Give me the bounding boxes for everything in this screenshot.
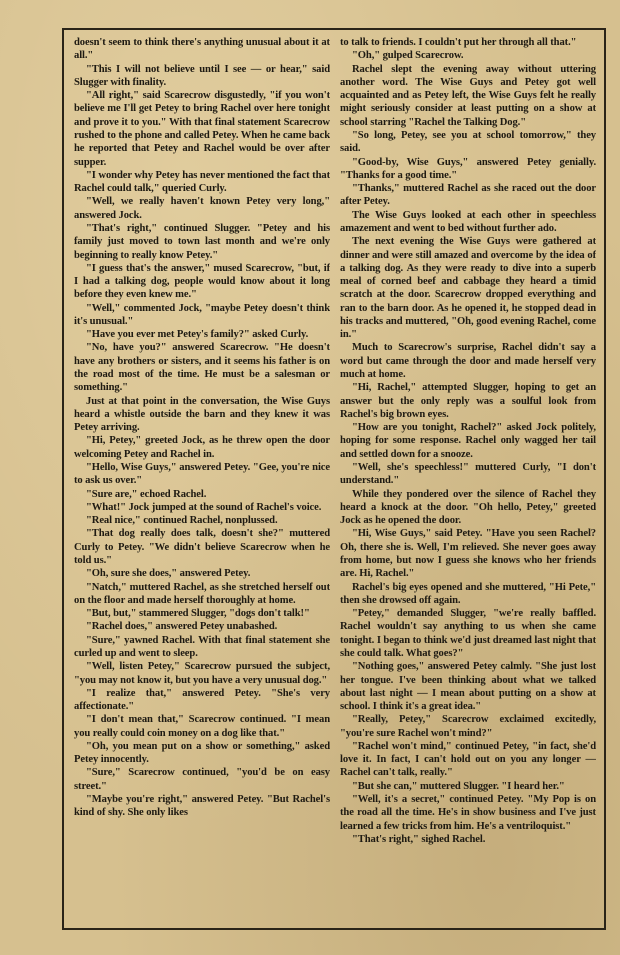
story-paragraph: Rachel's big eyes opened and she muttered, "Hi Pete," then she drowsed off again. bbox=[340, 581, 596, 606]
story-paragraph: "Well, she's speechless!" muttered Curly, "I don't understand." bbox=[340, 462, 596, 487]
story-paragraph: "Oh," gulped Scarecrow. bbox=[352, 50, 464, 62]
story-paragraph: "That's right," sighed Rachel. bbox=[352, 833, 486, 845]
story-paragraph: "This I will not believe until I see — or hear," said Slugger with finality. bbox=[74, 63, 330, 88]
story-paragraph: "Have you ever met Petey's family?" asked Curly. bbox=[86, 329, 309, 341]
story-paragraph: "So long, Petey, see you at school tomorrow," they said. bbox=[340, 129, 596, 155]
story-frame bbox=[62, 28, 606, 930]
story-paragraph: "Rachel won't mind," continued Petey, "in fact, she'd love it. In fact, I can't hold out on you any longer — Rachel can't talk, really." bbox=[340, 740, 596, 779]
story-paragraph: "Really, Petey," Scarecrow exclaimed excitedly, "you're sure Rachel won't mind?" bbox=[340, 714, 596, 739]
story-paragraph: Just at that point in the conversation, the Wise Guys heard a whistle outside the barn and they knew it was Petey arriving. bbox=[74, 395, 330, 434]
story-paragraph: to talk to friends. I couldn't put her through all that." bbox=[340, 37, 577, 48]
story-paragraph: While they pondered over the silence of Rachel they heard a knock at the door. "Oh hello, Petey," greeted Jock as he opened the door. bbox=[340, 488, 596, 527]
story-paragraph: "Hello, Wise Guys," answered Petey. "Gee, you're nice to ask us over." bbox=[74, 462, 330, 487]
story-paragraph: "How are you tonight, Rachel?" asked Jock politely, hoping for some response. Rachel only wagged her tail and settled down for a snooze. bbox=[340, 422, 596, 460]
story-paragraph: doesn't seem to think there's anything unusual about it at all." bbox=[74, 37, 330, 62]
story-paragraph: "That dog really does talk, doesn't she?" muttered Curly to Petey. "We didn't believe Scarecrow when he told us." bbox=[74, 528, 330, 566]
story-paragraph: "Thanks," muttered Rachel as she raced out the door after Petey. bbox=[340, 183, 596, 208]
story-paragraph: "But she can," muttered Slugger. "I heard her." bbox=[352, 780, 565, 792]
story-paragraph: "I wonder why Petey has never mentioned the fact that Rachel could talk," queried Curly. bbox=[74, 169, 330, 195]
story-paragraph: "Nothing goes," answered Petey calmly. "She just lost her tongue. I've been thinking about what we talked about last night — I mean about putting on a show at school. I think it's a great idea." bbox=[340, 661, 596, 713]
story-paragraph: "Well," commented Jock, "maybe Petey doesn't think it's unusual." bbox=[74, 302, 330, 327]
story-paragraph: "Good-by, Wise Guys," answered Petey genially. "Thanks for a good time." bbox=[340, 156, 596, 181]
story-paragraph: "Well, it's a secret," continued Petey. "My Pop is on the road all the time. He's in show business and I've just learned a few tricks from him. He's a ventriloquist." bbox=[340, 794, 596, 832]
story-paragraph: "Hi, Wise Guys," said Petey. "Have you seen Rachel? Oh, there she is. Well, I'm relieved. She never goes away from home, but now I guess she knows who her friends are. Hi, Rachel." bbox=[340, 528, 596, 580]
story-paragraph: "Hi, Rachel," attempted Slugger, hoping to get an answer but the only reply was a soulful look from Rachel's big brown eyes. bbox=[340, 382, 596, 420]
story-paragraph: "Oh, you mean put on a show or something," asked Petey innocently. bbox=[74, 740, 330, 766]
story-paragraph: "Natch," muttered Rachel, as she stretched herself out on the floor and made herself thoroughly at home. bbox=[74, 581, 330, 606]
story-paragraph: "Maybe you're right," answered Petey. "But Rachel's kind of shy. She only likes bbox=[74, 794, 330, 819]
story-paragraph: "No, have you?" answered Scarecrow. "He doesn't have any brothers or sisters, and it seems his father is on the road most of the time. He must be a salesman or something." bbox=[74, 342, 330, 394]
story-paragraph: "Sure," yawned Rachel. With that final statement she curled up and went to sleep. bbox=[74, 634, 330, 659]
story-paragraph: "That's right," continued Slugger. "Petey and his family just moved to town last month and we're only beginning to really know Petey." bbox=[74, 222, 330, 261]
story-paragraph: Rachel slept the evening away without uttering another word. The Wise Guys and Petey got well acquainted and as Petey left, the Wise Guys felt he really might seriously consider at least putting on a show at school starring "Rachel the Talking Dog." bbox=[340, 63, 596, 128]
story-paragraph: "Petey," demanded Slugger, "we're really baffled. Rachel wouldn't say anything to us when she came tonight. I began to think we'd just dreamed last night that she could talk. What goes?" bbox=[340, 608, 596, 659]
story-paragraph: "All right," said Scarecrow disgustedly, "if you won't believe me I'll get Petey to bring Rachel over here tonight and prove it to you." With that final statement Scarecrow rushed to the phone and called Petey. When he came back he reported that Petey and Rachel would be over after supper. bbox=[74, 90, 330, 168]
story-paragraph: "But, but," stammered Slugger, "dogs don't talk!" bbox=[86, 608, 310, 620]
story-paragraph: "What!" Jock jumped at the sound of Rachel's voice. bbox=[86, 501, 322, 513]
story-paragraph: The Wise Guys looked at each other in speechless amazement and went to bed without further ado. bbox=[340, 209, 596, 234]
story-paragraph: "Sure are," echoed Rachel. bbox=[86, 488, 207, 500]
story-paragraph: "Well, listen Petey," Scarecrow pursued the subject, "you may not know it, but you have a very unusual dog." bbox=[74, 661, 330, 686]
story-paragraph: "Real nice," continued Rachel, nonplussed. bbox=[86, 515, 278, 527]
story-paragraph: Much to Scarecrow's surprise, Rachel didn't say a word but came through the door and made herself very much at home. bbox=[340, 342, 596, 381]
story-paragraph: "I realize that," answered Petey. "She's very affectionate." bbox=[74, 687, 330, 713]
story-paragraph: "I don't mean that," Scarecrow continued. "I mean you really could coin money on a dog like that." bbox=[74, 714, 330, 739]
story-paragraph: "Oh, sure she does," answered Petey. bbox=[86, 568, 251, 580]
story-paragraph: "Rachel does," answered Petey unabashed. bbox=[86, 621, 278, 633]
story-paragraph: The next evening the Wise Guys were gathered at dinner and were still amazed and overcome by the idea of a talking dog. As they were ready to dive into a superb meal of corned beef and cabbage they heard a timid scratch at the door. Scarecrow dropped everything and ran to the barn door. As he opened it, he stopped dead in his tracks and muttered, "Oh, good evening Rachel, come in." bbox=[340, 236, 596, 341]
right-column bbox=[340, 36, 596, 922]
left-column bbox=[74, 36, 330, 922]
story-paragraph: "Hi, Petey," greeted Jock, as he threw open the door welcoming Petey and Rachel in. bbox=[74, 435, 330, 460]
story-paragraph: "Sure," Scarecrow continued, "you'd be on easy street." bbox=[74, 767, 330, 792]
story-paragraph: "Well, we really haven't known Petey very long," answered Jock. bbox=[74, 196, 330, 221]
story-paragraph: "I guess that's the answer," mused Scarecrow, "but, if I had a talking dog, people would know about it long before they even knew me." bbox=[74, 262, 330, 301]
